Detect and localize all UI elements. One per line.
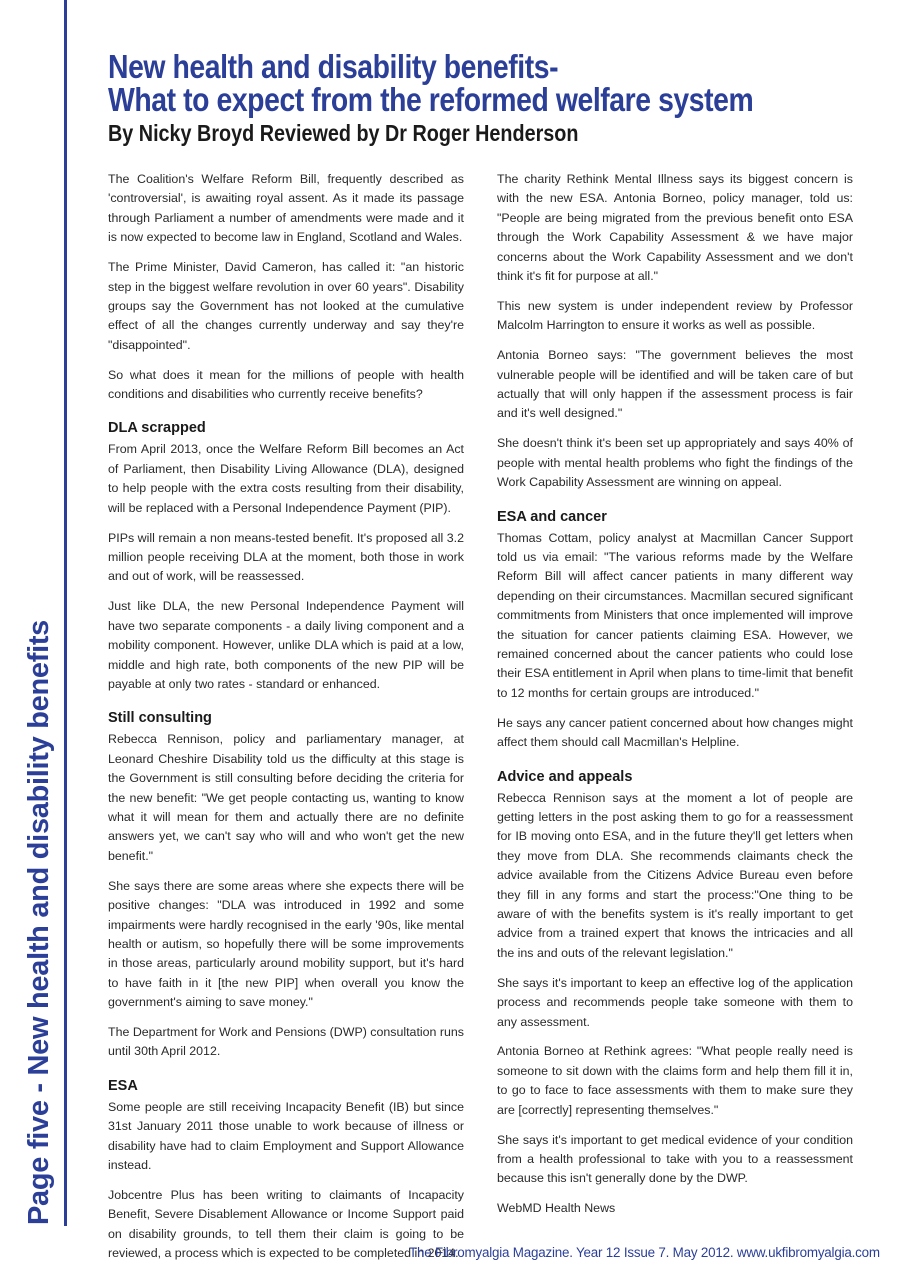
paragraph: Rebecca Rennison says at the moment a lot of people are getting letters in the post asking them to go for a reassessment for IB moving onto ESA, and in the future they'll get letters when they move from DLA. She recommends claimants check the advice available from the Citizens Advice Bureau even before they fill in any forms and start the process:"One thing to be aware of with the benefits system is it's really important to get advice from a trained expert that knows the intricacies and all the ins and outs of the relevant legislation." xyxy=(497,790,853,960)
title-line-1: New health and disability benefits- xyxy=(108,48,559,85)
paragraph: From April 2013, once the Welfare Reform Bill becomes an Act of Parliament, then Disability Living Allowance (DLA), designed to help people with the extra costs resulting from their disability, will be replaced with a Personal Independence Payment (PIP). xyxy=(108,442,464,515)
paragraph: Jobcentre Plus has been writing to claimants of Incapacity Benefit, Severe Disablement Allowance or Income Support paid on disability grounds, to tell them their claim is going to be reviewed, a process which is expected to be completed in 2014. xyxy=(108,1187,464,1261)
paragraph: She doesn't think it's been set up appropriately and says 40% of people with mental health problems who fight the findings of the Work Capability Assessment are winning on appeal. xyxy=(497,436,853,490)
paragraph: This new system is under independent review by Professor Malcolm Harrington to ensure it works as well as possible. xyxy=(497,298,853,333)
paragraph: So what does it mean for the millions of people with health conditions and disabilities who currently receive benefits? xyxy=(108,367,464,402)
right-column xyxy=(497,170,853,1229)
page-edge-rule xyxy=(64,0,67,1226)
page-section-label: Page five - New health and disability benefits xyxy=(23,619,55,1225)
article-title xyxy=(108,50,753,116)
title-line-2: What to expect from the reformed welfare system xyxy=(108,81,754,118)
paragraph: Antonia Borneo says: "The government believes the most vulnerable people will be identified and will be taken care of but actually that will only happen if the assessment process is fair and it's well designed." xyxy=(497,348,853,421)
paragraph: Antonia Borneo at Rethink agrees: "What people really need is someone to sit down with the claims form and help them fill it in, to go to face to face assessments with them to make sure they are [correctly] representing themselves." xyxy=(497,1044,853,1117)
paragraph: The charity Rethink Mental Illness says its biggest concern is with the new ESA. Antonia Borneo, policy manager, told us: "People are being migrated from the previous benefit onto ESA through the Work Capability Assessment & we have major concerns about the Work Capability Assessment and we don't think it's fit for purpose at all." xyxy=(497,172,853,284)
paragraph: The Prime Minister, David Cameron, has called it: "an historic step in the biggest welfare revolution in over 60 years". Disability groups say the Government has not looked at the cumulative effect of all the changes currently underway and say they're "disappointed". xyxy=(108,260,464,352)
section-heading: ESA xyxy=(108,1077,138,1094)
paragraph: The Coalition's Welfare Reform Bill, frequently described as 'controversial', is awaiting royal assent. As it made its passage through Parliament a number of amendments were made and it is now expected to become law in England, Scotland and Wales. xyxy=(108,172,464,245)
paragraph: Just like DLA, the new Personal Independence Payment will have two separate components - a daily living component and a mobility component. However, unlike DLA which is paid at a low, middle and high rate, both components of the new PIP will be payable at only two rates - standard or enhanced. xyxy=(108,599,464,691)
paragraph: He says any cancer patient concerned about how changes might affect them should call Macmillan's Helpline. xyxy=(497,715,853,750)
paragraph: Thomas Cottam, policy analyst at Macmillan Cancer Support told us via email: "The various reforms made by the Welfare Reform Bill will affect cancer patients in many different way depending on their circumstances. Macmillan secured significant commitments from Ministers that once implemented will improve the situation for cancer patients claiming ESA. However, we remained concerned about the cancer patients who could lose their ESA entitlement in April when plans to time-limit that benefit to 12 months for certain groups are introduced." xyxy=(497,530,853,700)
paragraph: Some people are still receiving Incapacity Benefit (IB) but since 31st January 2011 those unable to work because of illness or disability have had to claim Employment and Support Allowance instead. xyxy=(108,1099,464,1173)
section-heading: ESA and cancer xyxy=(497,508,607,525)
paragraph: The Department for Work and Pensions (DWP) consultation runs until 30th April 2012. xyxy=(108,1025,464,1059)
section-heading: Still consulting xyxy=(108,710,212,727)
footer-credit: The Fibromyalgia Magazine. Year 12 Issue 7. May 2012. www.ukfibromyalgia.com xyxy=(409,1245,880,1260)
paragraph: WebMD Health News xyxy=(497,1201,616,1216)
byline: By Nicky Broyd Reviewed by Dr Roger Henderson xyxy=(108,120,579,146)
paragraph: Rebecca Rennison, policy and parliamentary manager, at Leonard Cheshire Disability told us the difficulty at this stage is the Government is still consulting before deciding the criteria for the new benefit: "We get people contacting us, wanting to know what it will mean for them and actually there are no definite answers yet, we can't say who will and who won't get the new benefit." xyxy=(108,732,464,863)
section-heading: Advice and appeals xyxy=(497,768,633,785)
section-heading: DLA scrapped xyxy=(108,420,206,437)
left-column xyxy=(108,170,464,1274)
paragraph: She says it's important to get medical evidence of your condition from a health professional to take with you to a reassessment because this isn't generally done by the DWP. xyxy=(497,1132,853,1186)
paragraph: PIPs will remain a non means-tested benefit. It's proposed all 3.2 million people receiving DLA at the moment, both those in work and out of work, will be reassessed. xyxy=(108,530,464,584)
paragraph: She says it's important to keep an effective log of the application process and recommends people take someone with them to any assessment. xyxy=(497,975,853,1029)
paragraph: She says there are some areas where she expects there will be positive changes: "DLA was introduced in 1992 and some impairments were hardly recognised in the early '90s, like mental health or autism, so hopefully there will be some improvements in those areas, particularly around mobility support, but it's hard to have faith in it [the new PIP] when overall you know the government's aiming to save money." xyxy=(108,878,464,1010)
